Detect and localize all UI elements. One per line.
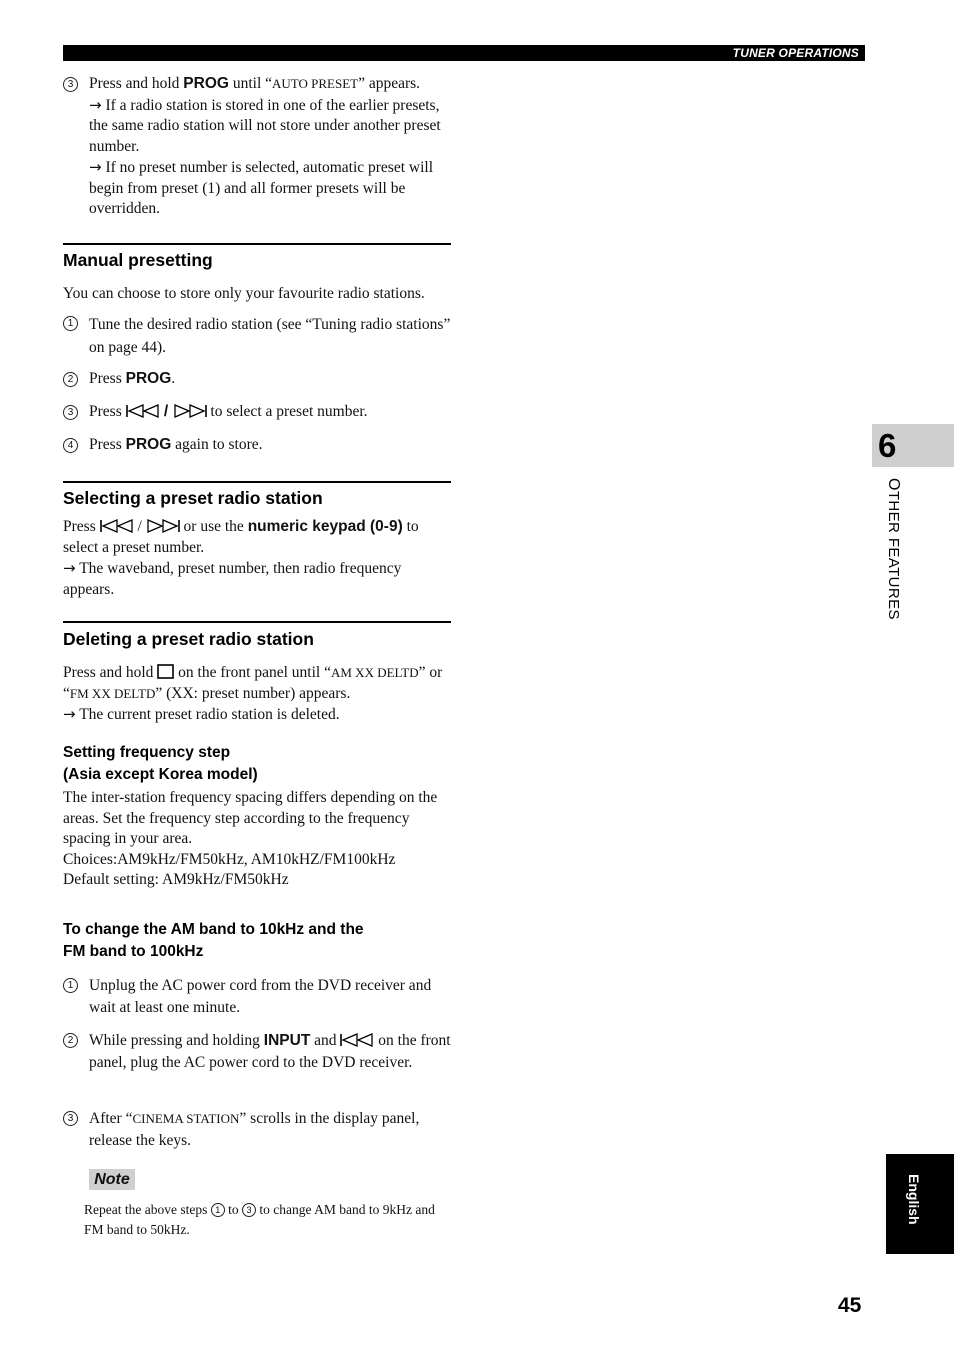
- key-input: INPUT: [263, 1032, 311, 1049]
- list-item: 3 Press / to select a preset number.: [63, 402, 453, 423]
- display-text: FM XX DELTD: [69, 685, 156, 701]
- right-arrow-icon: →: [63, 559, 76, 577]
- paragraph: Press / or use the numeric keypad (0-9) to select a preset number. → The waveband, preset number, then radio frequency appears.: [63, 518, 419, 598]
- list-item: 1 Tune the desired radio station (see “Tuning radio stations” on page 44).: [63, 313, 453, 359]
- list-item: 2 While pressing and holding INPUT and on the front panel, plug the AC power cord to the DVD receiver.: [63, 1030, 453, 1074]
- section-heading: Deleting a preset radio station: [63, 629, 314, 649]
- skip-previous-icon: [340, 1033, 374, 1047]
- skip-next-icon: [173, 404, 207, 418]
- right-arrow-icon: →: [63, 705, 76, 723]
- section-divider: [63, 243, 451, 245]
- subsection-heading: Setting frequency step (Asia except Korea model): [63, 744, 258, 783]
- section-heading: Manual presetting: [63, 250, 213, 270]
- step-number: 2: [63, 1033, 78, 1048]
- step-number: 1: [63, 316, 78, 331]
- skip-previous-icon: [126, 404, 160, 418]
- paragraph: The inter-station frequency spacing differs depending on the areas. Set the frequency step according to the frequency spacing in your area. Choices:AM9kHz/FM50kHz, AM10kHZ/FM100kHz Default setting: AM9kHz/FM50kHz: [63, 789, 438, 888]
- list-item: 2 Press PROG.: [63, 369, 453, 390]
- list-item: 1 Unplug the AC power cord from the DVD receiver and wait at least one minute.: [63, 975, 453, 1019]
- display-text: AUTO PRESET: [272, 76, 359, 91]
- list-item: 4 Press PROG again to store.: [63, 435, 453, 456]
- page-number: 45: [838, 1294, 862, 1317]
- key-prog: PROG: [125, 370, 172, 387]
- display-text: CINEMA STATION: [132, 1111, 240, 1126]
- header-bar: [63, 45, 865, 61]
- right-arrow-icon: →: [89, 158, 102, 176]
- section-divider: [63, 481, 451, 483]
- note-text: Repeat the above steps 1 to 3 to change AM band to 9kHz and FM band to 50kHz.: [84, 1202, 435, 1237]
- chapter-number: 6: [878, 427, 897, 464]
- step-number: 1: [63, 978, 78, 993]
- key-prog: PROG: [125, 436, 172, 453]
- auto-preset-step: 3 Press and hold PROG until “AUTO PRESET” appears. → If a radio station is stored in one of the earlier presets, the same radio station will not store under another preset number. → If no preset number is selected, automatic preset will begin from preset (1) and all former presets will be overridden.: [63, 74, 453, 220]
- right-arrow-icon: →: [89, 95, 102, 114]
- display-text: AM XX DELTD: [330, 665, 419, 680]
- step-number: 3: [63, 77, 78, 92]
- section-side-label: OTHER FEATURES: [885, 478, 902, 620]
- key-prog: PROG: [183, 75, 229, 92]
- step-number: 3: [63, 405, 78, 420]
- paragraph: Press and hold on the front panel until “AM XX DELTD” or “FM XX DELTD” (XX: preset number) appears. → The current preset radio station is deleted.: [63, 664, 443, 723]
- subsection-heading: To change the AM band to 10kHz and the FM band to 100kHz: [63, 921, 364, 960]
- section-label: TUNER OPERATIONS: [732, 46, 859, 60]
- step-number: 4: [63, 438, 78, 453]
- section-divider: [63, 621, 451, 623]
- step-number: 2: [63, 372, 78, 387]
- paragraph: You can choose to store only your favourite radio stations.: [63, 285, 425, 302]
- note-label: Note: [89, 1169, 135, 1190]
- language-label: English: [906, 1174, 922, 1225]
- step-ref: 3: [242, 1203, 256, 1217]
- skip-next-icon: [146, 519, 180, 533]
- section-heading: Selecting a preset radio station: [63, 488, 323, 508]
- chapter-tab: [872, 424, 954, 467]
- stop-square-icon: [157, 664, 174, 679]
- language-tab: [886, 1154, 954, 1254]
- skip-previous-icon: [100, 519, 134, 533]
- step-number: 3: [63, 1111, 78, 1126]
- key-numeric-keypad: numeric keypad (0-9): [247, 518, 403, 535]
- step-ref: 1: [211, 1203, 225, 1217]
- list-item: 3 After “CINEMA STATION” scrolls in the display panel, release the keys.: [63, 1108, 453, 1152]
